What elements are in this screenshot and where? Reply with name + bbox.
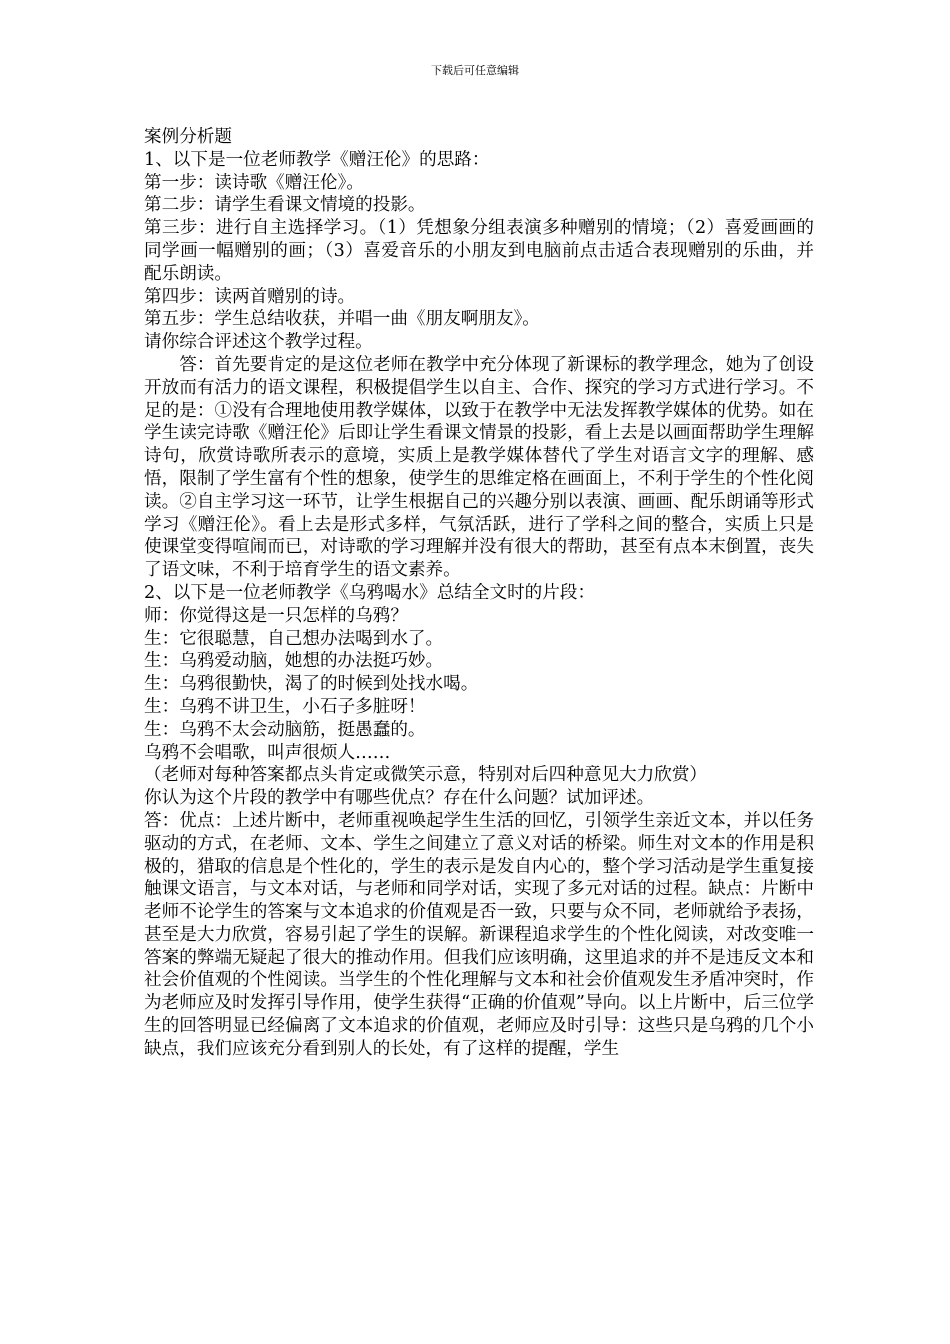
section-title: 案例分析题 <box>144 127 232 147</box>
page-header-note: 下载后可任意编辑 <box>431 64 519 77</box>
question-1-step-2: 第二步：请学生看课文情境的投影。 <box>144 195 426 216</box>
teacher-reaction-note: （老师对每种答案都点头肯定或微笑示意，特别对后四种意见大力欣赏） <box>144 765 708 786</box>
dialogue-line: 师：你觉得这是一只怎样的乌鸦？ <box>144 605 408 626</box>
question-1-prompt: 1、以下是一位老师教学《赠汪伦》的思路： <box>144 149 490 170</box>
dialogue-line: 生：乌鸦不太会动脑筋，挺愚蠢的。 <box>144 719 426 740</box>
question-2-prompt: 2、以下是一位老师教学《乌鸦喝水》总结全文时的片段： <box>144 582 596 603</box>
dialogue-line: 生：乌鸦爱动脑，她想的办法挺巧妙。 <box>144 651 444 672</box>
question-1-step-4: 第四步：读两首赠别的诗。 <box>144 286 356 307</box>
document-body <box>144 126 814 1061</box>
question-1-step-5: 第五步：学生总结收获，并唱一曲《朋友啊朋友》。 <box>144 309 540 330</box>
question-1-step-1: 第一步：读诗歌《赠汪伦》。 <box>144 172 364 193</box>
dialogue-line: 生：乌鸦不讲卫生，小石子多脏呀！ <box>144 696 426 717</box>
question-1-answer: 答：首先要肯定的是这位老师在教学中充分体现了新课标的教学理念，她为了创设开放而有活力的语文课程，积极提倡学生以自主、合作、探究的学习方式进行学习。不足的是：①没有合理地使用教学媒体，以致于在教学中无法发挥教学媒体的优势。如在学生读完诗歌《赠汪伦》后即让学生看课文情景的投影，看上去是以画面帮助学生理解诗句，欣赏诗歌所表示的意境，实质上是教学媒体替代了学生对语言文字的理解、感悟，限制了学生富有个性的想象，使学生的思维定格在画面上，不利于学生的个性化阅读。②自主学习这一环节，让学生根据自己的兴趣分别以表演、画画、配乐朗诵等形式学习《赠汪伦》。看上去是形式多样，气氛活跃，进行了学科之间的整合，实质上只是使课堂变得喧闹而已，对诗歌的学习理解并没有很大的帮助，甚至有点本末倒置，丧失了语文味，不利于培育学生的语文素养。 <box>144 354 814 581</box>
question-1-step-3: 第三步：进行自主选择学习。（1）凭想象分组表演多种赠别的情境；（2）喜爱画画的同学画一幅赠别的画；（3）喜爱音乐的小朋友到电脑前点击适合表现赠别的乐曲，并配乐朗读。 <box>144 218 814 284</box>
question-2-answer: 答：优点：上述片断中，老师重视唤起学生生活的回忆，引领学生亲近文本，并以任务驱动的方式，在老师、文本、学生之间建立了意义对话的桥梁。师生对文本的作用是积极的，猎取的信息是个性化的，学生的表示是发自内心的，整个学习活动是学生重复接触课文语言，与文本对话，与老师和同学对话，实现了多元对话的过程。缺点：片断中老师不论学生的答案与文本追求的价值观是否一致，只要与众不同，老师就给予表扬，甚至是大力欣赏，容易引起了学生的误解。新课程追求学生的个性化阅读，对改变唯一答案的弊端无疑起了很大的推动作用。但我们应该明确，这里追求的并不是违反文本和社会价值观的个性阅读。当学生的个性化理解与文本和社会价值观发生矛盾冲突时，作为老师应及时发挥引导作用，使学生获得“正确的价值观”导向。以上片断中，后三位学生的回答明显已经偏离了文本追求的价值观，老师应及时引导：这些只是乌鸦的几个小缺点，我们应该充分看到别人的长处，有了这样的提醒，学生 <box>144 810 814 1059</box>
dialogue-line: 生：它很聪慧，自己想办法喝到水了。 <box>144 628 444 649</box>
dialogue-line: 乌鸦不会唱歌，叫声很烦人…… <box>144 742 391 763</box>
dialogue-line: 生：乌鸦很勤快，渴了的时候到处找水喝。 <box>144 674 479 695</box>
question-2-question: 你认为这个片段的教学中有哪些优点？存在什么问题？试加评述。 <box>144 788 655 809</box>
question-1-question: 请你综合评述这个教学过程。 <box>144 332 373 353</box>
